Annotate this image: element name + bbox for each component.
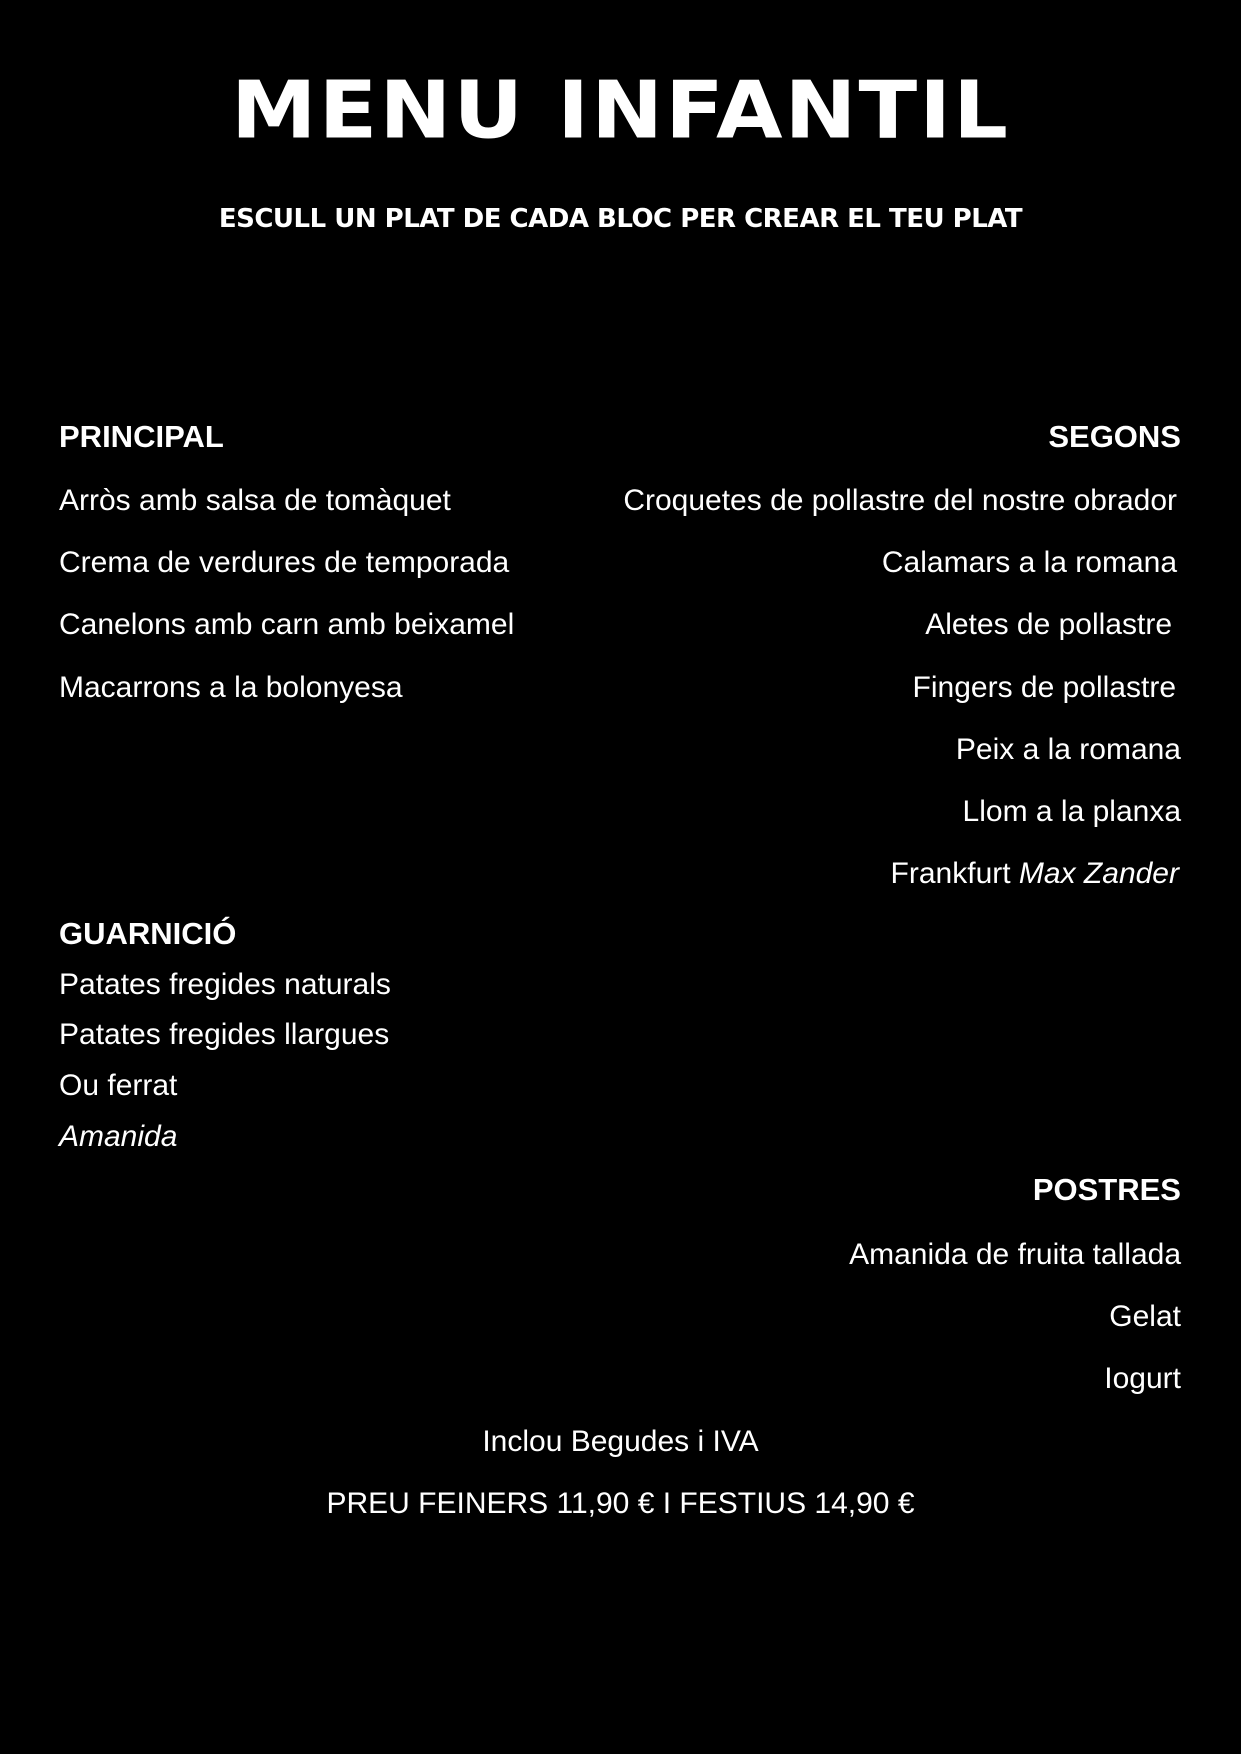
postres-item: Gelat — [1109, 1300, 1181, 1333]
segons-heading: SEGONS — [1048, 419, 1181, 454]
page-subtitle: ESCULL UN PLAT DE CADA BLOC PER CREAR EL TEU PLAT — [218, 204, 1023, 234]
segons-item: Calamars a la romana — [881, 546, 1177, 579]
includes-note: Inclou Begudes i IVA — [482, 1425, 759, 1458]
segons-item-frankfurt-brand: Max Zander — [1018, 857, 1179, 890]
segons-item: Croquetes de pollastre del nostre obrador — [623, 484, 1177, 517]
segons-item-frankfurt-name: Frankfurt — [890, 857, 1011, 890]
principal-heading: PRINCIPAL — [59, 419, 224, 454]
segons-item: Fingers de pollastre — [912, 671, 1176, 704]
guarnicio-item: Ou ferrat — [59, 1069, 178, 1102]
guarnicio-item: Patates fregides naturals — [59, 968, 391, 1001]
guarnicio-item: Patates fregides llargues — [59, 1018, 390, 1051]
postres-item: Amanida de fruita tallada — [849, 1238, 1181, 1271]
principal-item: Crema de verdures de temporada — [59, 546, 510, 579]
principal-item: Canelons amb carn amb beixamel — [59, 608, 515, 641]
postres-item: Iogurt — [1104, 1362, 1181, 1395]
guarnicio-item: Amanida — [59, 1120, 178, 1153]
segons-item: Peix a la romana — [955, 733, 1181, 766]
guarnicio-heading: GUARNICIÓ — [59, 916, 237, 951]
page-title: MENU INFANTIL — [231, 65, 1010, 157]
principal-item: Arròs amb salsa de tomàquet — [59, 484, 451, 517]
segons-item: Aletes de pollastre — [925, 608, 1172, 641]
segons-item: Llom a la planxa — [962, 795, 1181, 828]
postres-heading: POSTRES — [1032, 1172, 1181, 1207]
principal-item: Macarrons a la bolonyesa — [59, 671, 403, 704]
segons-item-frankfurt — [891, 859, 1179, 889]
price-line: PREU FEINERS 11,90 € I FESTIUS 14,90 € — [326, 1487, 915, 1520]
